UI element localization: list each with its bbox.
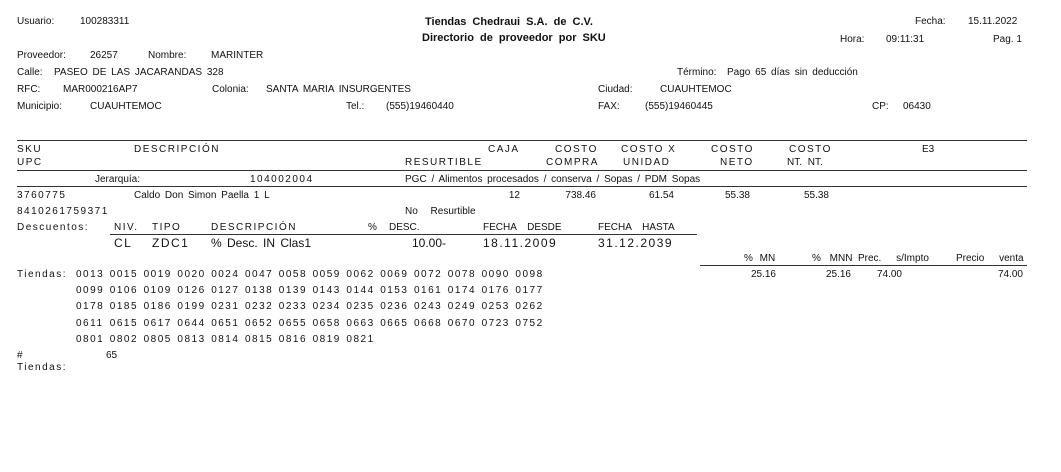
price-mnn: 25.16 xyxy=(825,269,851,280)
price-col-prec: Prec. s/Impto xyxy=(858,253,929,264)
item-costo-compra: 738.46 xyxy=(565,190,596,201)
price-col-venta: Precio venta xyxy=(956,253,1024,264)
calle-label: Calle: xyxy=(17,67,43,78)
col-costo-neto-2: NETO xyxy=(720,157,754,168)
store-code: 0099 xyxy=(76,285,105,297)
hora-label: Hora: xyxy=(840,34,865,45)
fax-label: FAX: xyxy=(598,101,620,112)
fecha-label: Fecha: xyxy=(915,16,946,27)
disc-col-tipo: TIPO xyxy=(152,222,182,233)
col-costo-unidad-1: COSTO X xyxy=(621,144,677,155)
tiendas-label: Tiendas: xyxy=(17,269,67,280)
disc-fecha-hasta: 31.12.2039 xyxy=(598,236,674,250)
store-code: 0058 xyxy=(278,269,308,280)
cp-value: 06430 xyxy=(903,101,931,112)
store-code: 0819 xyxy=(312,333,341,345)
store-code: 0144 xyxy=(346,285,375,297)
store-code: 0234 xyxy=(312,301,341,313)
col-costo-nt-2: NT. NT. xyxy=(787,157,823,168)
store-code: 0199 xyxy=(177,301,206,313)
store-code: 0185 xyxy=(109,301,139,313)
fecha-value: 15.11.2022 xyxy=(968,16,1018,27)
price-mn: 25.16 xyxy=(750,269,776,280)
col-costo-compra-2: COMPRA xyxy=(546,157,599,168)
col-costo-compra-1: COSTO xyxy=(555,144,598,155)
termino-label: Término: xyxy=(677,67,717,78)
store-code: 0047 xyxy=(245,269,274,280)
item-costo-neto: 55.38 xyxy=(724,190,750,201)
cp-label: CP: xyxy=(872,101,889,112)
store-code: 0617 xyxy=(143,317,172,329)
col-descripcion: DESCRIPCIÓN xyxy=(134,144,220,155)
descuentos-label: Descuentos: xyxy=(17,222,90,233)
disc-col-desc: DESC. xyxy=(389,222,420,233)
store-code: 0153 xyxy=(380,285,409,297)
count-label-tiendas: Tiendas: xyxy=(17,362,67,373)
store-code: 0232 xyxy=(245,301,274,313)
store-code: 0821 xyxy=(346,333,375,345)
col-costo-neto-1: COSTO xyxy=(711,144,754,155)
usuario-value: 100283311 xyxy=(80,16,130,27)
store-code: 0078 xyxy=(447,269,477,280)
rfc-label: RFC: xyxy=(17,84,41,95)
disc-col-descripcion: DESCRIPCIÓN xyxy=(211,222,297,233)
store-code: 0090 xyxy=(481,269,510,280)
store-code: 0019 xyxy=(143,269,172,280)
store-code: 0072 xyxy=(414,269,443,280)
store-count: 65 xyxy=(106,350,118,361)
disc-desc: 10.00- xyxy=(412,236,447,250)
proveedor-label: Proveedor: xyxy=(17,50,66,61)
store-code: 0174 xyxy=(447,285,477,297)
calle-value: PASEO DE LAS JACARANDAS 328 xyxy=(54,67,224,78)
disc-col-fecha-hasta: FECHA HASTA xyxy=(598,222,675,233)
store-code: 0020 xyxy=(177,269,206,280)
jerarquia-label: Jerarquía: xyxy=(95,174,141,185)
item-upc: 8410261759371 xyxy=(17,206,109,217)
store-code: 0161 xyxy=(414,285,443,297)
disc-col-niv: NIV. xyxy=(114,222,139,233)
store-code: 0815 xyxy=(245,333,274,345)
hora-value: 09:11:31 xyxy=(886,34,925,45)
store-code: 0106 xyxy=(109,285,139,297)
usuario-label: Usuario: xyxy=(17,16,55,27)
nombre-value: MARINTER xyxy=(211,50,264,61)
store-code: 0177 xyxy=(515,285,544,297)
item-resurtible: No Resurtible xyxy=(405,206,476,217)
col-e3: E3 xyxy=(922,144,935,155)
tel-label: Tel.: xyxy=(346,101,365,112)
store-code: 0816 xyxy=(278,333,308,345)
price-col-mnn: % MNN xyxy=(812,253,853,264)
disc-tipo: ZDC1 xyxy=(152,236,190,250)
store-code: 0665 xyxy=(380,317,409,329)
ciudad-label: Ciudad: xyxy=(598,84,633,95)
store-code: 0138 xyxy=(245,285,274,297)
jerarquia-code: 104002004 xyxy=(250,174,314,185)
store-code: 0611 xyxy=(76,317,104,329)
store-code: 0013 xyxy=(76,269,105,280)
store-code: 0249 xyxy=(447,301,477,313)
hierarchy-rule xyxy=(17,186,1027,187)
store-code: 0233 xyxy=(278,301,308,313)
item-costo-nt: 55.38 xyxy=(803,190,829,201)
termino-value: Pago 65 días sin deducción xyxy=(727,67,858,78)
col-upc: UPC xyxy=(17,157,43,168)
store-code: 0059 xyxy=(312,269,341,280)
store-code: 0109 xyxy=(143,285,172,297)
col-caja: CAJA xyxy=(488,144,520,155)
store-code: 0802 xyxy=(109,333,139,345)
rfc-value: MAR000216AP7 xyxy=(63,84,138,95)
store-code: 0663 xyxy=(346,317,375,329)
disc-col-fecha-desde: FECHA DESDE xyxy=(483,222,562,233)
store-code: 0243 xyxy=(414,301,443,313)
page-number: Pag. 1 xyxy=(993,34,1022,45)
store-code: 0062 xyxy=(346,269,375,280)
fax-value: (555)19460445 xyxy=(645,101,713,112)
store-code: 0813 xyxy=(177,333,206,345)
col-sku: SKU xyxy=(17,144,43,155)
count-label-hash: # xyxy=(17,350,23,361)
tel-value: (555)19460440 xyxy=(386,101,454,112)
store-code: 0668 xyxy=(414,317,443,329)
nombre-label: Nombre: xyxy=(148,50,187,61)
store-code: 0801 xyxy=(76,333,105,345)
store-code: 0069 xyxy=(380,269,409,280)
store-code: 0015 xyxy=(109,269,139,280)
store-code: 0805 xyxy=(143,333,172,345)
store-code: 0236 xyxy=(380,301,409,313)
store-code: 0139 xyxy=(278,285,308,297)
store-code: 0126 xyxy=(177,285,206,297)
jerarquia-path: PGC / Alimentos procesados / conserva / Sopas / PDM Sopas xyxy=(405,174,701,185)
item-description: Caldo Don Simon Paella 1 L xyxy=(134,190,270,201)
price-venta: 74.00 xyxy=(997,269,1023,280)
store-code: 0658 xyxy=(312,317,341,329)
disc-fecha-desde: 18.11.2009 xyxy=(483,236,558,250)
header-rule-top xyxy=(17,140,1027,141)
disc-niv: CL xyxy=(114,236,133,250)
store-code: 0098 xyxy=(515,269,544,280)
col-costo-unidad-2: UNIDAD xyxy=(623,157,671,168)
proveedor-value: 26257 xyxy=(90,50,118,61)
price-prec: 74.00 xyxy=(876,269,902,280)
store-code: 0655 xyxy=(278,317,308,329)
store-code: 0651 xyxy=(211,317,240,329)
item-sku: 3760775 xyxy=(17,190,67,201)
disc-col-pct: % xyxy=(368,222,377,233)
store-code: 0253 xyxy=(481,301,510,313)
colonia-value: SANTA MARIA INSURGENTES xyxy=(266,84,411,95)
price-col-mn: % MN xyxy=(744,253,776,264)
store-code: 0644 xyxy=(177,317,206,329)
municipio-label: Municipio: xyxy=(17,101,63,112)
store-code: 0262 xyxy=(515,301,544,313)
col-resurtible: RESURTIBLE xyxy=(405,157,483,168)
store-code: 0176 xyxy=(481,285,510,297)
store-code: 0652 xyxy=(245,317,274,329)
store-code: 0127 xyxy=(211,285,240,297)
disc-descripcion: % Desc. IN Clas1 xyxy=(211,236,312,250)
store-code: 0670 xyxy=(447,317,477,329)
store-code: 0178 xyxy=(76,301,105,313)
item-caja: 12 xyxy=(508,190,520,201)
store-code: 0186 xyxy=(143,301,172,313)
header-rule-bottom xyxy=(17,170,1027,171)
store-code: 0615 xyxy=(109,317,139,329)
colonia-label: Colonia: xyxy=(212,84,249,95)
col-costo-nt-1: COSTO xyxy=(789,144,832,155)
store-code: 0231 xyxy=(211,301,240,313)
discount-rule xyxy=(110,234,697,235)
store-code: 0814 xyxy=(211,333,240,345)
store-code: 0723 xyxy=(481,317,510,329)
store-code: 0143 xyxy=(312,285,341,297)
company-name: Tiendas Chedraui S.A. de C.V. xyxy=(425,16,593,28)
store-code: 0235 xyxy=(346,301,375,313)
municipio-value: CUAUHTEMOC xyxy=(90,101,162,112)
store-code: 0752 xyxy=(515,317,544,329)
report-title: Directorio de proveedor por SKU xyxy=(422,32,606,44)
store-code: 0024 xyxy=(211,269,240,280)
ciudad-value: CUAUHTEMOC xyxy=(660,84,732,95)
item-costo-unidad: 61.54 xyxy=(648,190,674,201)
pricing-rule xyxy=(700,265,1027,266)
